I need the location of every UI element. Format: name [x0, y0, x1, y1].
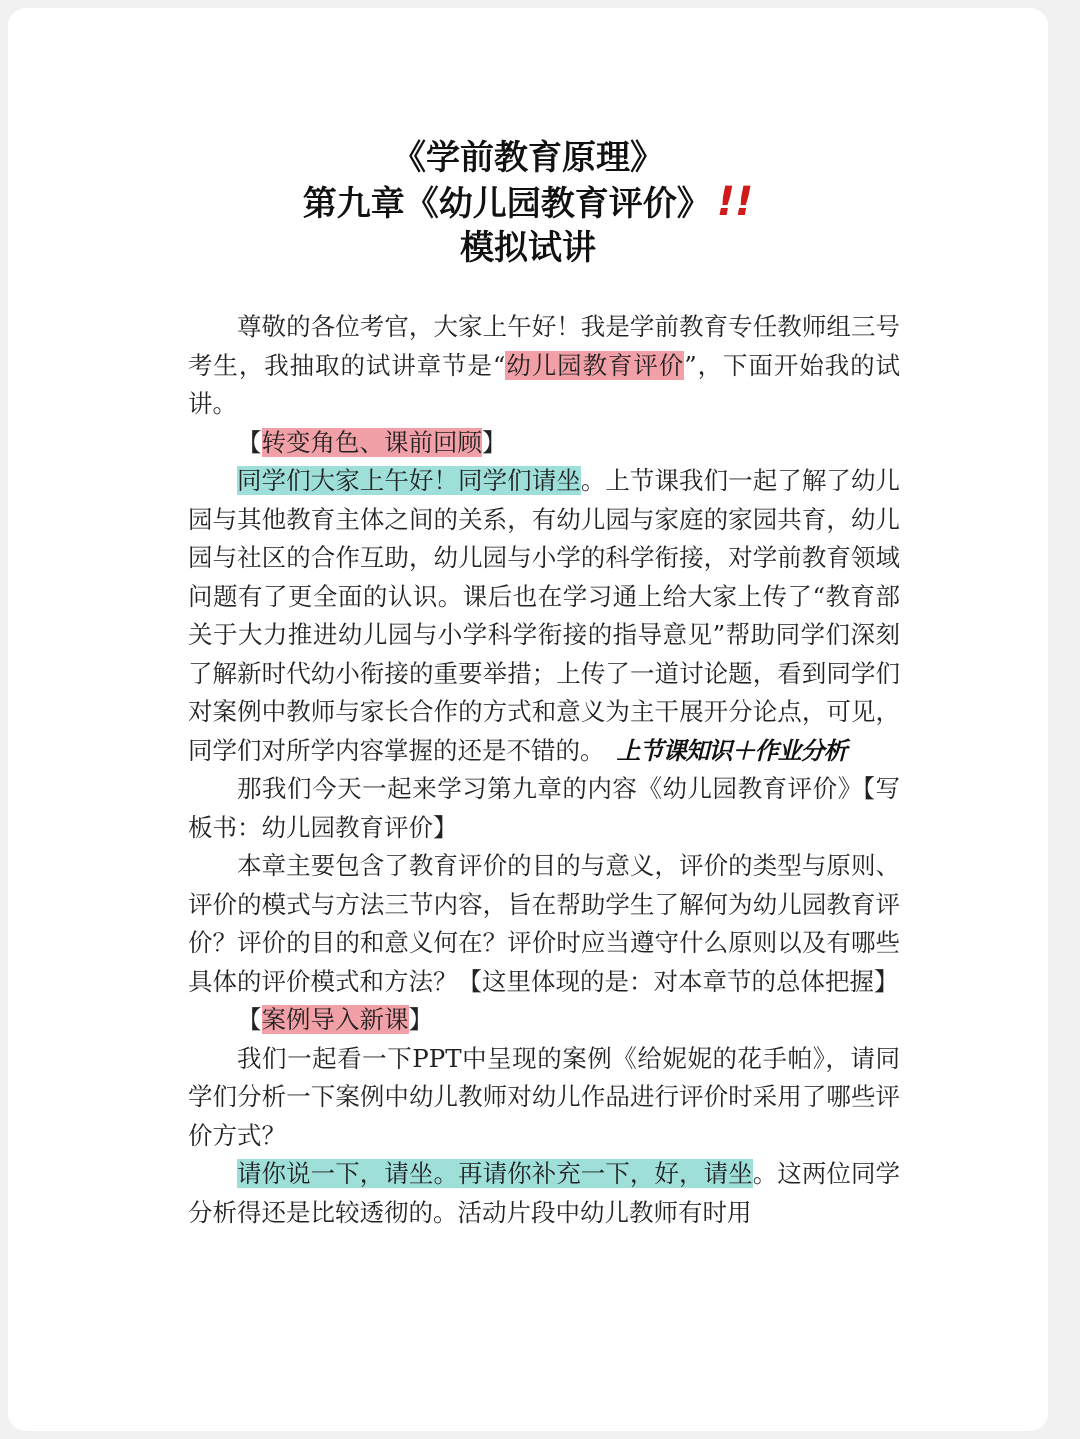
- intro-after: ”，下面开始我的试讲。: [188, 350, 901, 418]
- review-paragraph: [188, 462, 900, 770]
- bracket-open: 【: [237, 427, 262, 457]
- document-page: [8, 8, 1048, 1431]
- document-title: [8, 136, 1048, 270]
- section-heading-review: [188, 424, 900, 463]
- intro-before: 尊敬的各位考官，大家上午好！我是学前教育专任教师组三号考生，我抽取的试讲章节是“: [188, 312, 900, 380]
- title-subtitle: 模拟试讲: [460, 228, 596, 268]
- bracket-close: 】: [482, 427, 507, 457]
- title-chapter-text: 第九章《幼儿园教育评价》: [302, 184, 711, 224]
- chapter-summary-paragraph: 本章主要包含了教育评价的目的与意义，评价的类型与原则、评价的模式与方法三节内容，旨在帮助学生了解何为幼儿园教育评价？评价的目的和意义何在？评价时应当遵守什么原则以及有哪些具体的评价模式和方法？【这里体现的是：对本章节的总体把握】: [188, 851, 900, 996]
- bracket-close: 】: [408, 1005, 433, 1034]
- section-heading-case-label: 案例导入新课: [261, 1005, 409, 1034]
- title-chapter: [8, 180, 1048, 226]
- intro-highlight: 幼儿园教育评价: [505, 350, 685, 380]
- document-body: [188, 308, 900, 1232]
- review-highlight: 同学们大家上午好！同学们请坐: [237, 466, 581, 495]
- discussion-text: 。这两位同学分析得还是比较透彻的。活动片段中幼儿教师有时用: [188, 1159, 901, 1227]
- section-heading-review-label: 转变角色、课前回顾: [261, 427, 482, 457]
- discussion-paragraph: [188, 1155, 900, 1232]
- handwritten-note: 上节课知识＋作业分析: [616, 736, 847, 765]
- chapter-intro-paragraph: 那我们今天一起来学习第九章的内容《幼儿园教育评价》【写板书：幼儿园教育评价】: [188, 774, 900, 842]
- exclamation-mark: !!: [716, 179, 754, 225]
- intro-paragraph: [188, 308, 900, 424]
- case-paragraph: 我们一起看一下PPT中呈现的案例《给妮妮的花手帕》，请同学们分析一下案例中幼儿教师对幼儿作品进行评价时采用了哪些评价方式？: [188, 1043, 900, 1150]
- title-book: 《学前教育原理》: [392, 138, 664, 178]
- review-text: 。上节课我们一起了解了幼儿园与其他教育主体之间的关系，有幼儿园与家庭的家园共育，幼儿园与社区的合作互助，幼儿园与小学的科学衔接，对学前教育领域问题有了更全面的认识。课后也在学习通上给大家上传了“教育部关于大力推进幼儿园与小学科学衔接的指导意见”帮助同学们深刻了解新时代幼小衔接的重要举措；上传了一道讨论题，看到同学们对案例中教师与家长合作的方式和意义为主干展开分论点，可见，同学们对所学内容掌握的还是不错的。: [188, 466, 901, 765]
- discussion-highlight: 请你说一下，请坐。再请你补充一下，好，请坐: [237, 1159, 753, 1188]
- section-heading-case: [188, 1001, 900, 1040]
- bracket-open: 【: [237, 1005, 262, 1034]
